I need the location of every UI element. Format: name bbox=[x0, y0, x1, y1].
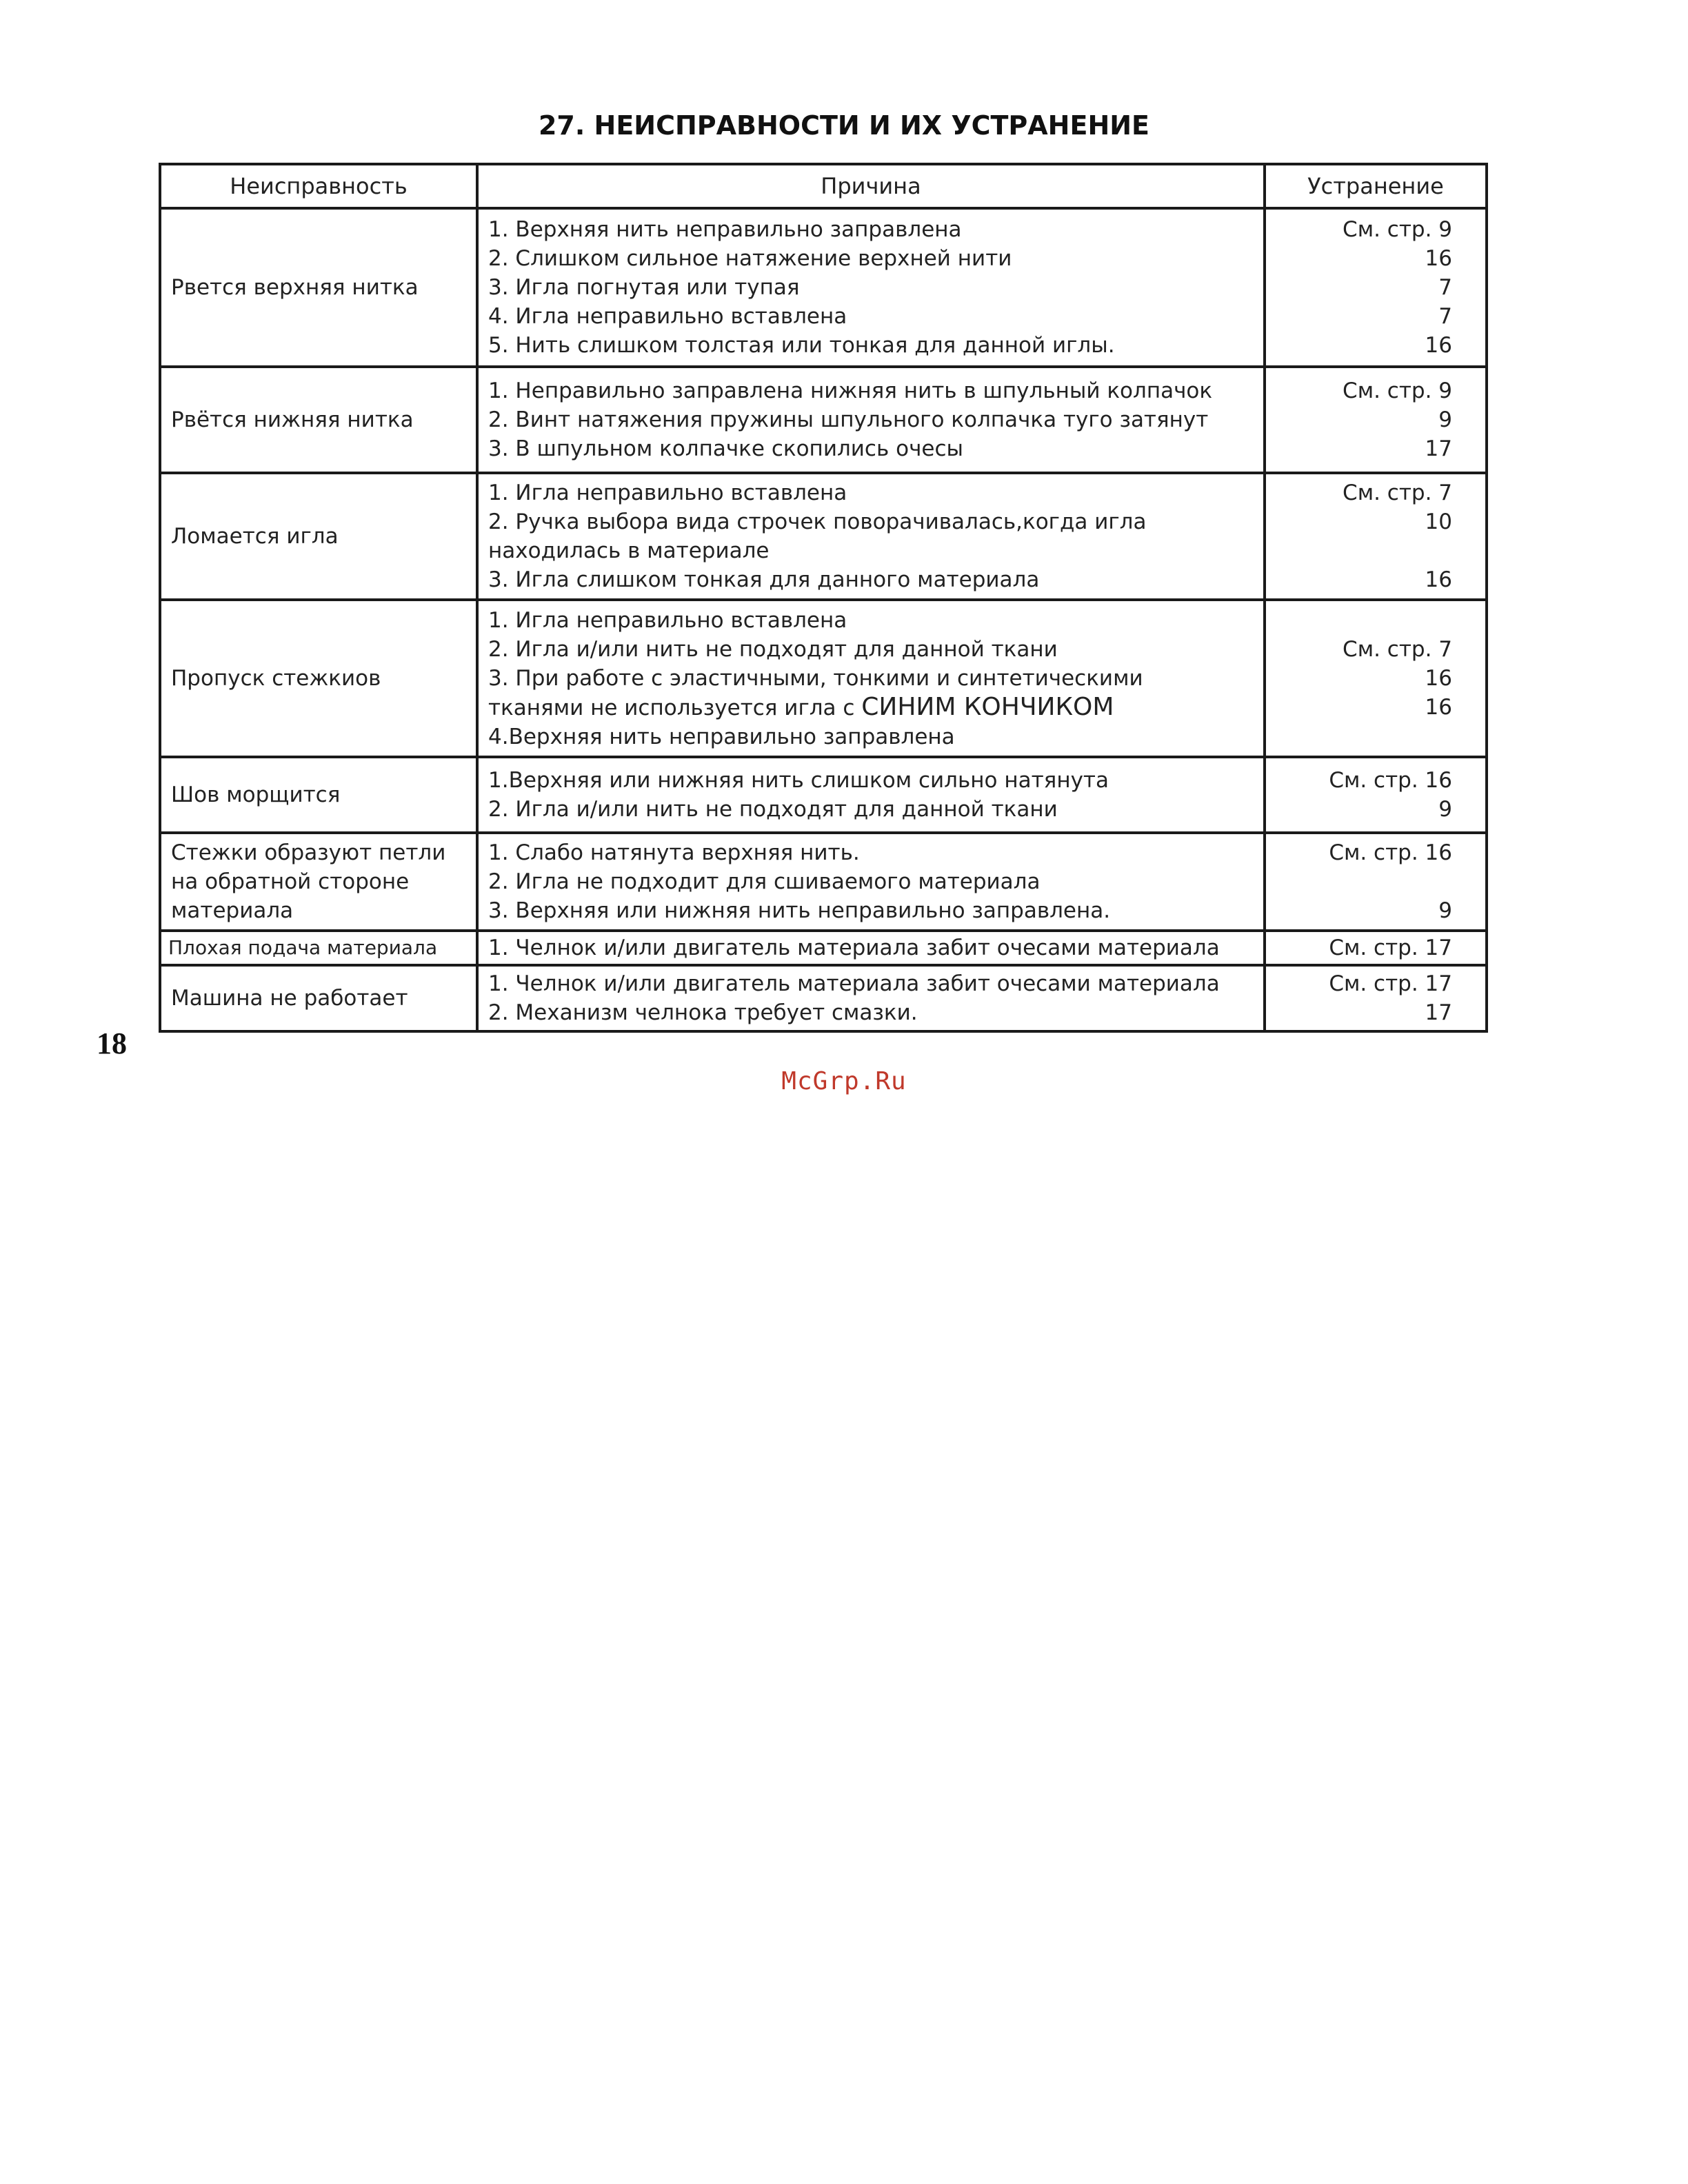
cause-line: 3. Игла погнутая или тупая bbox=[488, 275, 800, 300]
fix-spacer bbox=[1273, 722, 1452, 751]
cause-cell bbox=[477, 833, 1265, 931]
fix-line: См. стр. 9 bbox=[1343, 378, 1452, 403]
cause-line: 5. Нить слишком толстая или тонкая для данной иглы. bbox=[488, 333, 1115, 358]
header-fix: Устранение bbox=[1265, 164, 1487, 208]
cause-line: находилась в материале bbox=[488, 538, 770, 563]
header-cause: Причина bbox=[477, 164, 1265, 208]
watermark: McGrp.Ru bbox=[781, 1067, 907, 1095]
cause-line: 1. Челнок и/или двигатель материала забит очесами материала bbox=[488, 971, 1220, 996]
cause-line: 3. При работе с эластичными, тонкими и синтетическими bbox=[488, 665, 1143, 691]
fault-cell bbox=[160, 833, 477, 931]
cause-cell bbox=[477, 931, 1265, 965]
cause-cell bbox=[477, 965, 1265, 1031]
table-row bbox=[160, 931, 1487, 965]
cause-line: 1. Неправильно заправлена нижняя нить в шпульный колпачок bbox=[488, 378, 1213, 403]
table-row bbox=[160, 600, 1487, 757]
fault-cell: Рвётся нижняя нитка bbox=[160, 367, 477, 473]
fix-line: См. стр. 17 bbox=[1329, 971, 1452, 996]
cause-line: 1.Верхняя или нижняя нить слишком сильно натянута bbox=[488, 768, 1109, 793]
cause-line: 2. Винт натяжения пружины шпульного колпачка туго затянут bbox=[488, 407, 1209, 432]
fix-cell bbox=[1265, 833, 1487, 931]
cause-line-with-caps bbox=[488, 693, 1254, 722]
fix-line: 16 bbox=[1425, 333, 1452, 358]
cause-line: 2. Игла и/или нить не подходят для данной ткани bbox=[488, 636, 1058, 662]
table-row bbox=[160, 757, 1487, 833]
table-row bbox=[160, 473, 1487, 600]
fault-cell: Шов морщится bbox=[160, 757, 477, 833]
cause-line: 2. Слишком сильное натяжение верхней нити bbox=[488, 246, 1012, 271]
fix-line: См. стр. 9 bbox=[1343, 217, 1452, 242]
table-row bbox=[160, 208, 1487, 367]
cause-line: 3. Игла слишком тонкая для данного материала bbox=[488, 567, 1040, 592]
fix-line: 16 bbox=[1425, 567, 1452, 592]
fix-line: 9 bbox=[1438, 797, 1452, 822]
fix-line: См. стр. 16 bbox=[1329, 768, 1452, 793]
fix-line: 17 bbox=[1425, 436, 1452, 461]
fix-line: См. стр. 16 bbox=[1329, 840, 1452, 865]
fix-line: 9 bbox=[1438, 407, 1452, 432]
cause-line: 3. Верхняя или нижняя нить неправильно заправлена. bbox=[488, 898, 1111, 923]
cause-line: 2. Механизм челнока требует смазки. bbox=[488, 1000, 918, 1025]
fix-spacer bbox=[1273, 867, 1452, 896]
cause-line: 1. Игла неправильно вставлена bbox=[488, 481, 847, 505]
cause-line: 1. Слабо натянута верхняя нить. bbox=[488, 840, 860, 865]
cause-line: 4. Игла неправильно вставлена bbox=[488, 304, 847, 329]
fix-line: 9 bbox=[1438, 898, 1452, 923]
fix-cell bbox=[1265, 600, 1487, 757]
fix-line: 10 bbox=[1425, 509, 1452, 534]
fix-cell bbox=[1265, 931, 1487, 965]
header-fault: Неисправность bbox=[160, 164, 477, 208]
fix-line: 7 bbox=[1438, 304, 1452, 329]
table-header-row bbox=[160, 164, 1487, 208]
table-row bbox=[160, 833, 1487, 931]
cause-line: 1. Челнок и/или двигатель материала забит очесами материала bbox=[488, 936, 1220, 960]
fault-cell: Пропуск стежкиов bbox=[160, 600, 477, 757]
fix-line: 16 bbox=[1425, 246, 1452, 271]
fix-line: 17 bbox=[1425, 1000, 1452, 1025]
fault-cell: Ломается игла bbox=[160, 473, 477, 600]
page-number: 18 bbox=[97, 1027, 127, 1060]
fix-line: См. стр. 17 bbox=[1329, 936, 1452, 960]
fix-line: 7 bbox=[1438, 275, 1452, 300]
cause-line: 3. В шпульном колпачке скопились очесы bbox=[488, 436, 963, 461]
cause-line: 2. Ручка выбора вида строчек поворачивалась,когда игла bbox=[488, 509, 1147, 534]
fault-cell: Машина не работает bbox=[160, 965, 477, 1031]
cause-line: 2. Игла и/или нить не подходят для данной ткани bbox=[488, 797, 1058, 822]
troubleshooting-table bbox=[159, 163, 1488, 1033]
fix-cell bbox=[1265, 965, 1487, 1031]
fix-cell bbox=[1265, 473, 1487, 600]
fix-spacer bbox=[1273, 536, 1452, 565]
fix-cell bbox=[1265, 757, 1487, 833]
fix-spacer bbox=[1273, 606, 1452, 635]
table-row bbox=[160, 367, 1487, 473]
cause-cell bbox=[477, 473, 1265, 600]
fix-line: См. стр. 7 bbox=[1343, 481, 1452, 505]
cause-line: 2. Игла не подходит для сшиваемого материала bbox=[488, 869, 1041, 894]
cause-cell bbox=[477, 208, 1265, 367]
table-row bbox=[160, 965, 1487, 1031]
cause-cell bbox=[477, 367, 1265, 473]
fix-line: 16 bbox=[1425, 695, 1452, 720]
fault-cell: Плохая подача материала bbox=[160, 931, 477, 965]
caps-emphasis: СИНИМ КОНЧИКОМ bbox=[861, 692, 1114, 721]
cause-text: тканями не используется игла с bbox=[488, 695, 855, 720]
cause-cell bbox=[477, 757, 1265, 833]
cause-line: 1. Игла неправильно вставлена bbox=[488, 607, 847, 633]
page-title: 27. НЕИСПРАВНОСТИ И ИХ УСТРАНЕНИЕ bbox=[538, 110, 1150, 141]
fix-cell bbox=[1265, 367, 1487, 473]
fix-line: 16 bbox=[1425, 666, 1452, 691]
cause-line: 4.Верхняя нить неправильно заправлена bbox=[488, 724, 955, 749]
fix-cell bbox=[1265, 208, 1487, 367]
cause-line: 1. Верхняя нить неправильно заправлена bbox=[488, 217, 962, 242]
cause-cell bbox=[477, 600, 1265, 757]
fault-text: Стежки образуют петли на обратной стороне материала bbox=[171, 840, 446, 923]
fault-cell: Рвется верхняя нитка bbox=[160, 208, 477, 367]
fix-line: См. стр. 7 bbox=[1343, 637, 1452, 662]
